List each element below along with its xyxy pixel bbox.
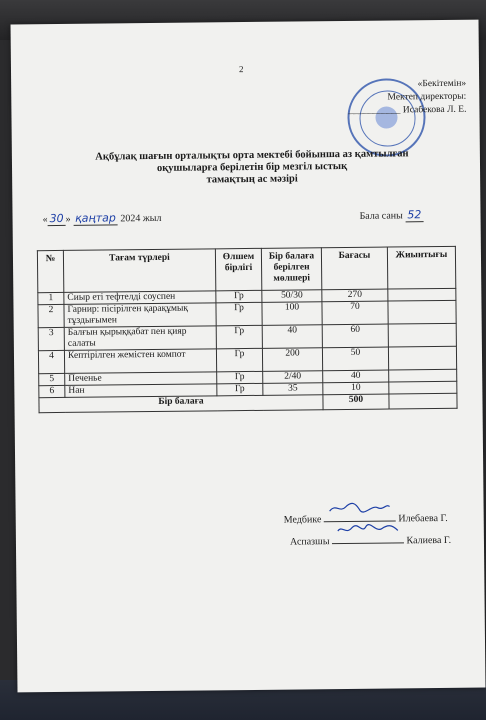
approval-line-2: Мектеп директоры: (387, 91, 467, 103)
title-line-2: оқушыларға берілетін бір мезгіл ыстық (156, 160, 348, 174)
cook-signature (332, 532, 404, 544)
table-row: 3 Балғын қырыққабат пен қияр салаты Гр 40 60 (38, 323, 456, 350)
table-header-row (37, 246, 455, 292)
cook-label: Аспазшы (289, 536, 330, 548)
header-name: Тағам түрлері (63, 249, 215, 293)
title-line-1: Ақбұлақ шағын орталықты орта мектебі бойынша аз қамтылған (95, 148, 409, 163)
menu-title (52, 148, 452, 188)
header-amount: Бір балаға берілген мөлшері (261, 248, 321, 291)
header-unit: Өлшем бірлігі (215, 248, 261, 290)
cook-name: Калиева Г. (406, 534, 452, 547)
children-label: Бала саны (359, 210, 403, 222)
nurse-signature (324, 510, 396, 522)
document-page (11, 20, 486, 693)
table-row: 5 Печенье Гр 2/40 40 (39, 369, 457, 385)
header-no: № (37, 250, 63, 292)
total-label: Бір балаға (39, 395, 323, 413)
total-value: 500 (323, 394, 389, 410)
table-row: 6 Нан Гр 35 10 (39, 381, 457, 397)
date-day: 30 (47, 212, 65, 226)
signature-scribble (336, 522, 400, 537)
table-row: 1 Сиыр еті тефтелді соуспен Гр 50/30 270 (38, 288, 456, 304)
table-row: 2 Гарнир: пісірілген қарақұмық тұздығымен Гр 100 70 (38, 300, 456, 327)
nurse-label: Медбике (283, 514, 322, 526)
date-year: 2024 жыл (120, 212, 162, 225)
table-total-row (39, 393, 457, 412)
menu-table (37, 246, 458, 413)
approval-block (316, 78, 466, 119)
date-month: қаңтар (73, 211, 118, 225)
approval-line-1: «Бекітемін» (417, 78, 467, 90)
cook-signature-line (290, 532, 451, 548)
approval-line-3: ___________ Исабекова Л. Е. (348, 104, 467, 116)
table-row: 4 Кептірілген жемістен компот Гр 200 50 (38, 346, 456, 373)
children-value: 52 (405, 208, 423, 222)
signature-scribble (328, 501, 392, 516)
header-price: Бағасы (321, 247, 387, 290)
header-total: Жиынтығы (387, 246, 455, 289)
children-count (359, 208, 423, 222)
nurse-name: Илебаева Г. (398, 512, 448, 525)
date-line: « 30 » қаңтар 2024 жыл (42, 211, 162, 226)
title-line-3: тамақтың ас мәзірі (206, 173, 298, 186)
page-number: 2 (238, 64, 244, 75)
